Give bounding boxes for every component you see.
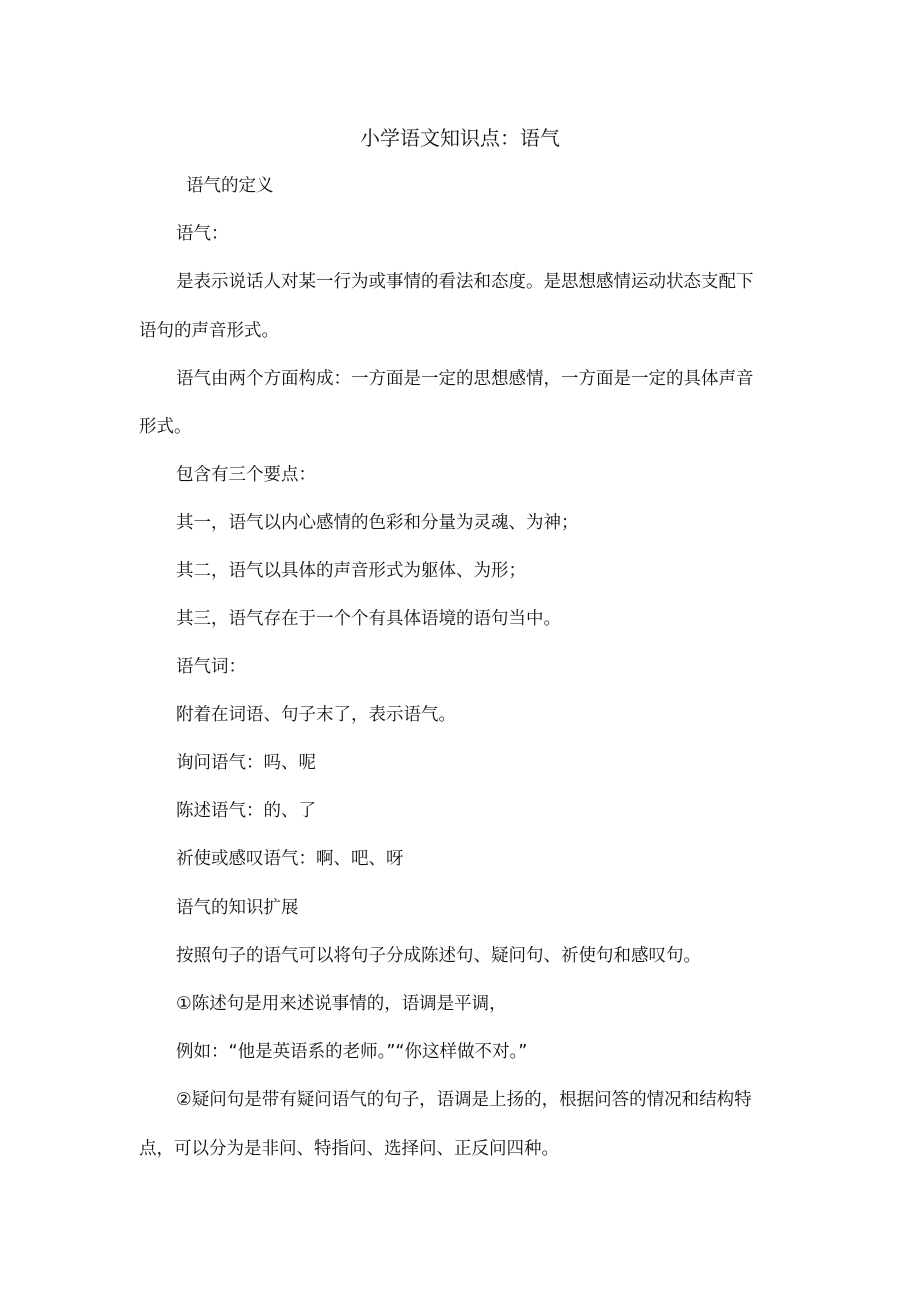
section-heading-extension: 语气的知识扩展	[176, 898, 299, 918]
paragraph-line: 其三，语气存在于一个个有具体语境的语句当中。	[176, 609, 561, 629]
paragraph-line: 陈述语气：的、了	[176, 801, 316, 821]
paragraph-line: 其二，语气以具体的声音形式为躯体、为形；	[176, 561, 526, 581]
paragraph-line: 附着在词语、句子末了，表示语气。	[176, 705, 456, 725]
section-heading-definition: 语气的定义	[186, 176, 274, 196]
document-title: 小学语文知识点：语气	[360, 126, 560, 150]
paragraph-line: 按照句子的语气可以将句子分成陈述句、疑问句、祈使句和感叹句。	[176, 946, 701, 966]
paragraph-line: 点，可以分为是非问、特指问、选择问、正反问四种。	[139, 1139, 559, 1159]
paragraph-line: ①陈述句是用来述说事情的，语调是平调，	[176, 994, 507, 1014]
paragraph-line: 语句的声音形式。	[139, 321, 279, 341]
paragraph-line: 形式。	[139, 417, 192, 437]
paragraph-line: 例如：“他是英语系的老师。”“你这样做不对。”	[176, 1042, 528, 1062]
paragraph-line: 是表示说话人对某一行为或事情的看法和态度。是思想感情运动状态支配下	[176, 272, 754, 292]
paragraph-line: 其一，语气以内心感情的色彩和分量为灵魂、为神；	[176, 513, 579, 533]
paragraph-line: 询问语气：吗、呢	[176, 753, 316, 773]
paragraph-line: ②疑问句是带有疑问语气的句子，语调是上扬的，根据问答的情况和结构特	[176, 1090, 752, 1110]
paragraph-line: 语气：	[176, 224, 229, 244]
paragraph-line: 包含有三个要点：	[176, 465, 316, 485]
paragraph-line: 祈使或感叹语气：啊、吧、呀	[176, 849, 404, 869]
paragraph-line: 语气由两个方面构成：一方面是一定的思想感情，一方面是一定的具体声音	[176, 369, 754, 389]
paragraph-line: 语气词：	[176, 657, 246, 677]
